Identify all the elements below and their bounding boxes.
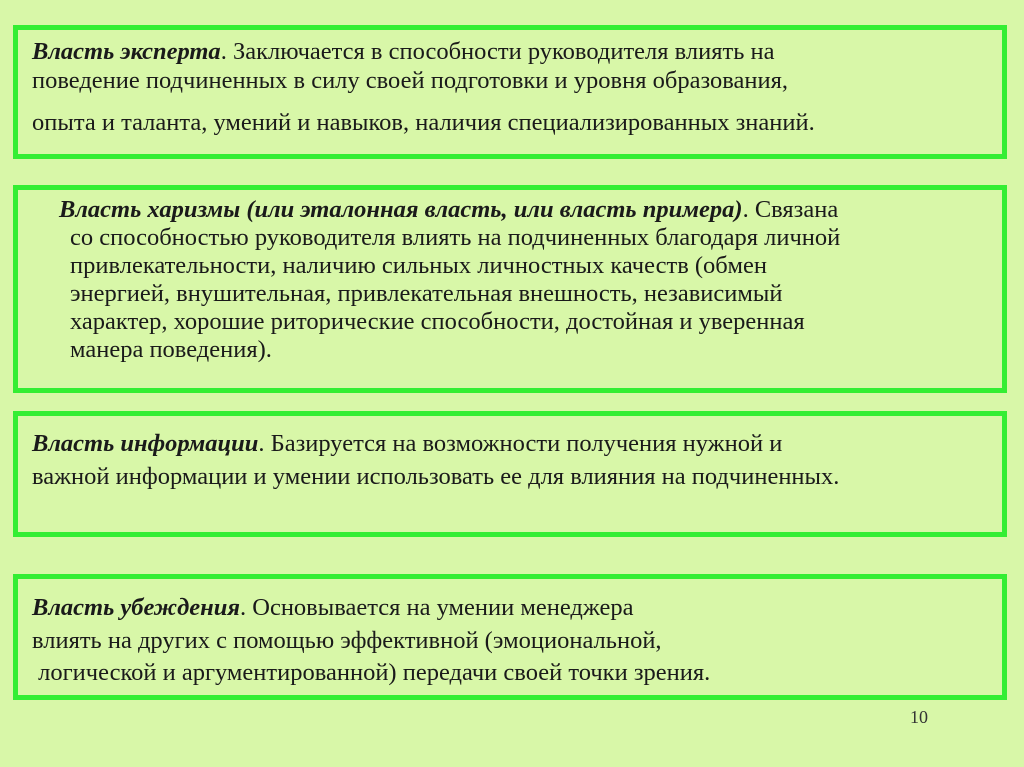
card-expert-power	[13, 25, 1007, 159]
card-text-line: характер, хорошие риторические способности, достойная и уверенная	[70, 308, 805, 335]
card-first-line	[32, 430, 782, 458]
card-term: Власть убеждения	[32, 594, 240, 621]
card-first-line	[32, 38, 775, 66]
card-text: . Основывается на умении менеджера	[240, 594, 634, 621]
card-text-line: логической и аргументированной) передачи своей точки зрения.	[32, 659, 711, 686]
card-text-line: опыта и таланта, умений и навыков, наличия специализированных знаний.	[32, 109, 815, 136]
card-text-line: влиять на других с помощью эффективной (эмоциональной,	[32, 627, 662, 654]
card-charisma-power	[13, 185, 1007, 393]
card-term: Власть харизмы (или эталонная власть, или власть примера)	[59, 196, 743, 223]
card-persuasion-power	[13, 574, 1007, 700]
card-text-line: со способностью руководителя влиять на подчиненных благодаря личной	[70, 224, 841, 251]
card-text-line: манера поведения).	[70, 336, 272, 363]
card-text-line: привлекательности, наличию сильных личностных качеств (обмен	[70, 252, 768, 279]
card-first-line	[32, 594, 633, 622]
card-text-line: поведение подчиненных в силу своей подготовки и уровня образования,	[32, 67, 788, 94]
card-text: . Связана	[742, 196, 839, 223]
card-text: . Базируется на возможности получения нужной и	[258, 430, 783, 457]
card-information-power	[13, 411, 1007, 537]
page-number: 10	[910, 707, 928, 727]
card-text: . Заключается в способности руководителя влиять на	[220, 38, 775, 65]
card-term: Власть эксперта	[32, 38, 221, 65]
card-text-line: важной информации и умении использовать ее для влияния на подчиненных.	[32, 463, 840, 490]
card-text-line: энергией, внушительная, привлекательная внешность, независимый	[70, 280, 783, 307]
card-first-line	[59, 196, 838, 224]
card-term: Власть информации	[32, 430, 259, 457]
